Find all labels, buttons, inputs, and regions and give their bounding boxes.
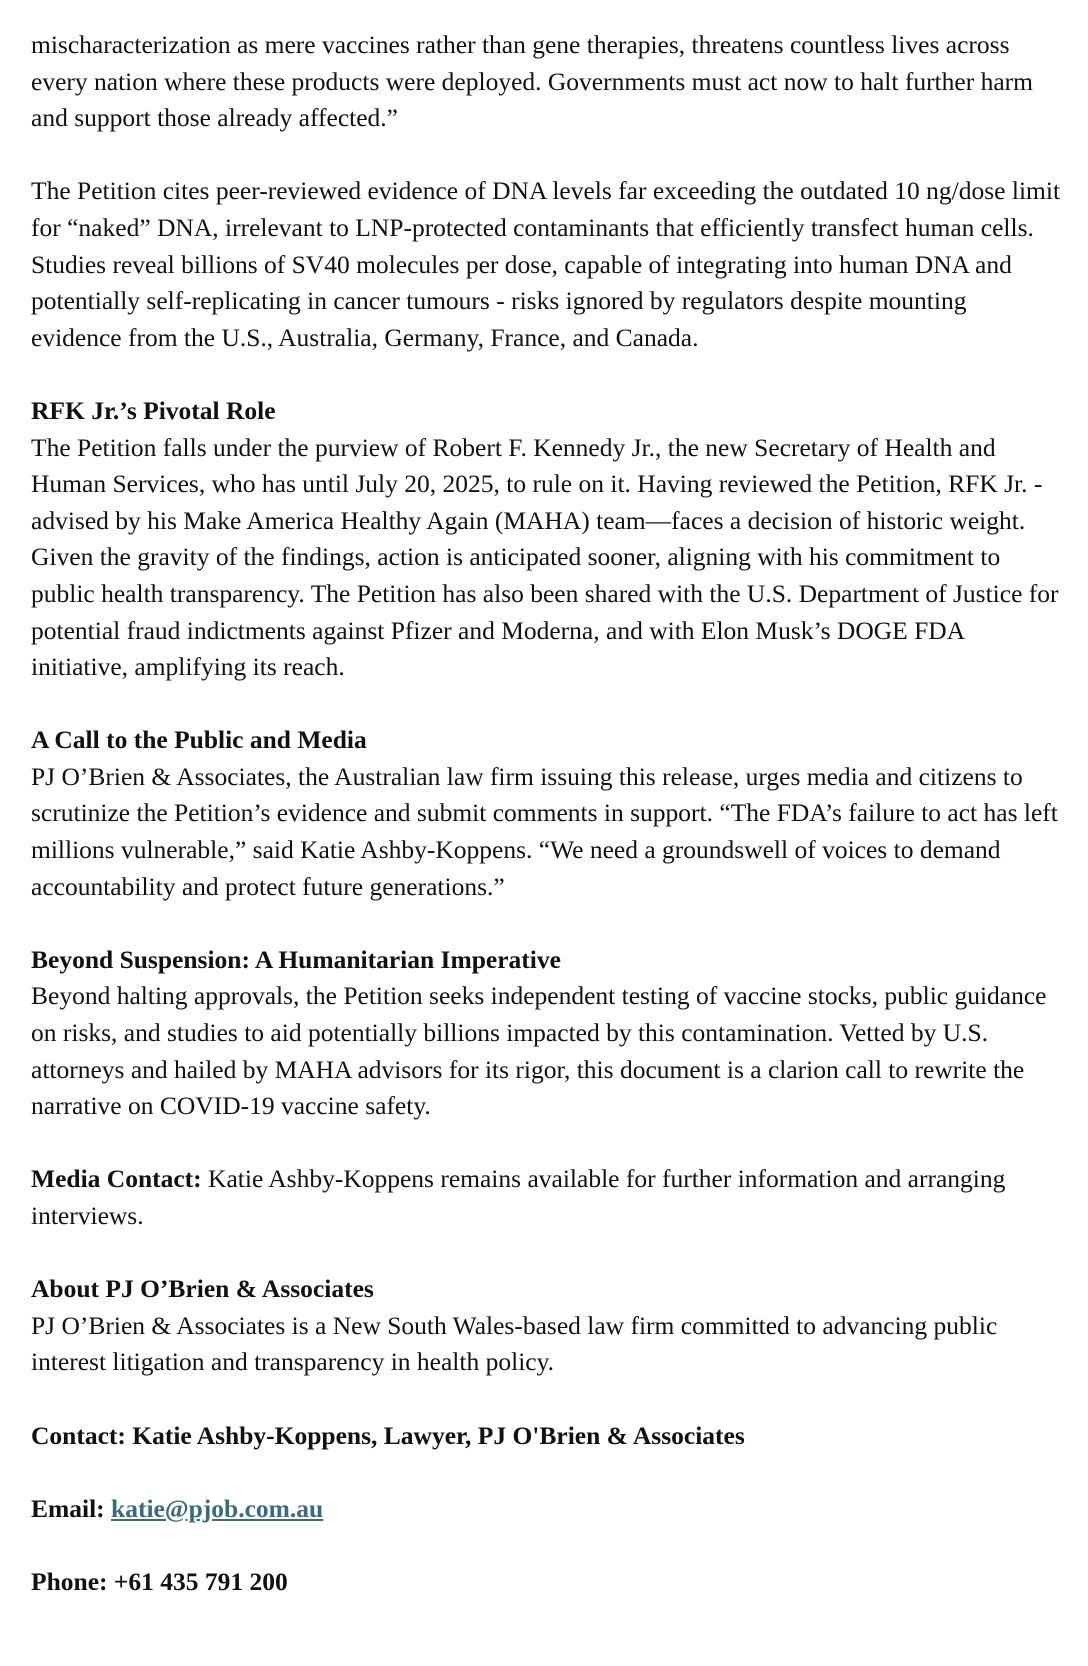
- media-contact-body: Katie Ashby-Koppens remains available for further information and arranging interviews.: [31, 1164, 1006, 1230]
- section-heading-beyond: Beyond Suspension: A Humanitarian Imperative: [31, 944, 561, 974]
- section-beyond: [31, 942, 1062, 1125]
- phone-line: Phone: +61 435 791 200: [31, 1566, 288, 1596]
- section-body-call: PJ O’Brien & Associates, the Australian law firm issuing this release, urges media and citizens to scrutinize the Petition’s evidence and submit comments in support. “The FDA’s failure to act has left millions vulnerable,” said Katie Ashby-Koppens. “We need a groundswell of voices to demand accountability and protect future generations.”: [31, 761, 1058, 901]
- section-heading-call: A Call to the Public and Media: [31, 725, 367, 755]
- section-about: [31, 1271, 1062, 1381]
- section-body-rfk: The Petition falls under the purview of Robert F. Kennedy Jr., the new Secretary of Health and Human Services, who has until July 20, 2025, to rule on it. Having reviewed the Petition, RFK Jr. - advised by his Make America Healthy Again (MAHA) team—faces a decision of historic weight. Given the gravity of the findings, action is anticipated sooner, aligning with his commitment to public health transparency. The Petition has also been shared with the U.S. Department of Justice for potential fraud indictments against Pfizer and Moderna, and with Elon Musk’s DOGE FDA initiative, amplifying its reach.: [31, 432, 1059, 682]
- contact-line: Contact: Katie Ashby-Koppens, Lawyer, PJ O'Brien & Associates: [31, 1420, 745, 1450]
- section-rfk: [31, 393, 1062, 686]
- email-label: Email:: [31, 1493, 105, 1523]
- email-line: [31, 1491, 1062, 1528]
- section-heading-rfk: RFK Jr.’s Pivotal Role: [31, 395, 276, 425]
- section-media-contact: [31, 1161, 1062, 1234]
- section-body-beyond: Beyond halting approvals, the Petition seeks independent testing of vaccine stocks, public guidance on risks, and studies to aid potentially billions impacted by this contamination. Vetted by U.S. attorneys and hailed by MAHA advisors for its rigor, this document is a clarion call to rewrite the narrative on COVID-19 vaccine safety.: [31, 981, 1047, 1121]
- email-link[interactable]: katie@pjob.com.au: [111, 1493, 324, 1523]
- section-heading-about: About PJ O’Brien & Associates: [31, 1274, 374, 1304]
- section-body-about: PJ O’Brien & Associates is a New South Wales-based law firm committed to advancing public interest litigation and transparency in health policy.: [31, 1310, 998, 1377]
- section-call: [31, 722, 1062, 905]
- intro-paragraph: mischaracterization as mere vaccines rather than gene therapies, threatens countless lives across every nation where these products were deployed. Governments must act now to halt further harm and support those already affected.”: [31, 30, 1033, 133]
- media-contact-label: Media Contact:: [31, 1164, 202, 1194]
- evidence-paragraph: The Petition cites peer-reviewed evidence of DNA levels far exceeding the outdated 10 ng/dose limit for “naked” DNA, irrelevant to LNP-protected contaminants that efficiently transfect human cells. Studies reveal billions of SV40 molecules per dose, capable of integrating into human DNA and potentially self-replicating in cancer tumours - risks ignored by regulators despite mounting evidence from the U.S., Australia, Germany, France, and Canada.: [31, 176, 1061, 352]
